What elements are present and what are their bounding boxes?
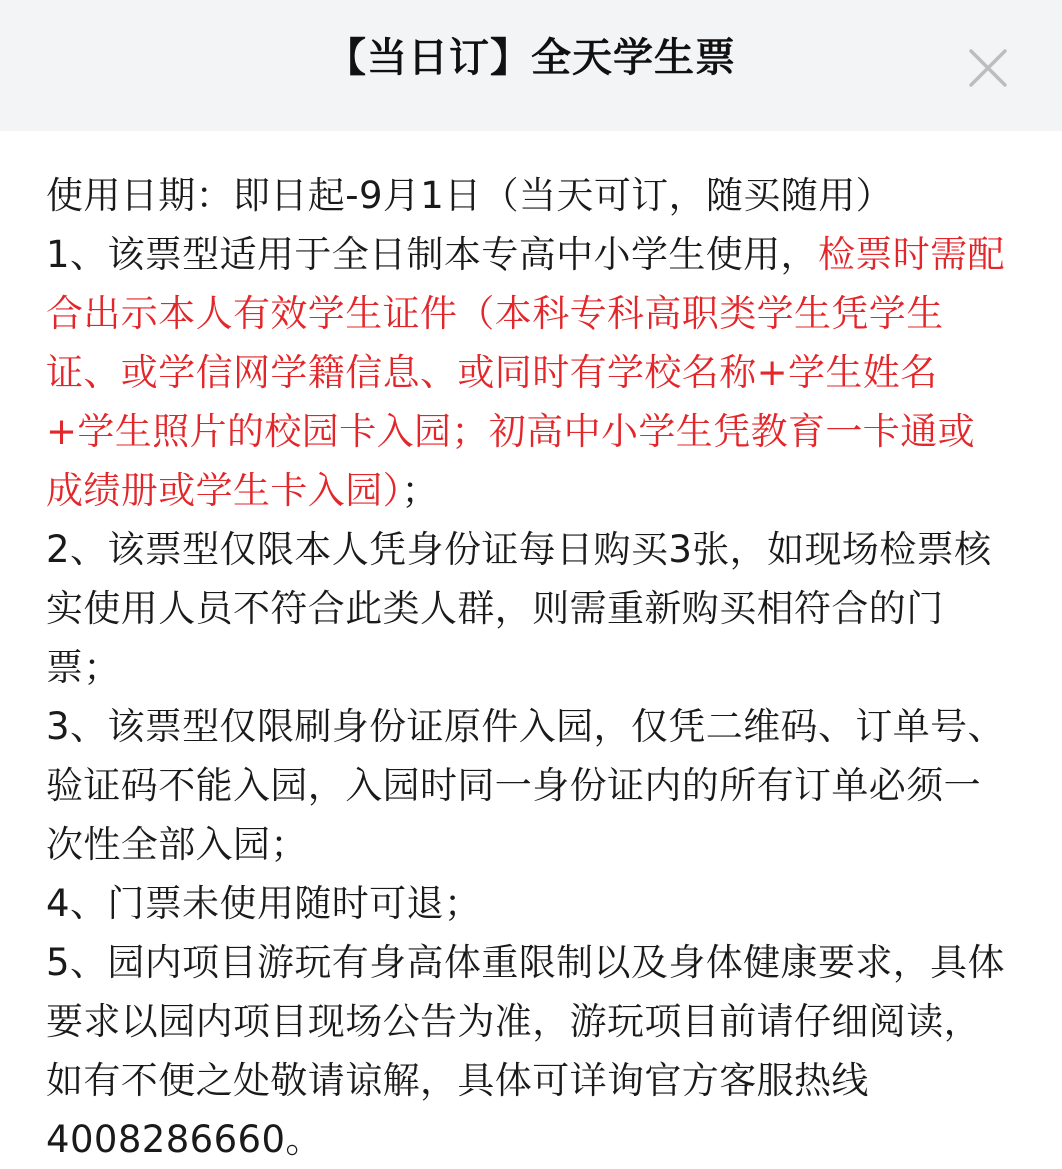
term-item-5: 5、园内项目游玩有身高体重限制以及身体健康要求，具体要求以园内项目现场公告为准，游玩项目前请仔细阅读，如有不便之处敬请谅解，具体可详询官方客服热线4008286660。 xyxy=(46,941,1005,1161)
close-icon xyxy=(966,46,1010,90)
close-button[interactable] xyxy=(966,46,1010,90)
term-item-4: 4、门票未使用随时可退； xyxy=(46,882,482,925)
term-item-2: 2、该票型仅限本人凭身份证每日购买3张，如现场检票核实使用人员不符合此类人群，则需重新购买相符合的门票； xyxy=(46,528,992,689)
term-item-1-suffix: ； xyxy=(401,469,439,512)
usage-date: 使用日期：即日起-9月1日（当天可订，随买随用） xyxy=(46,174,894,217)
modal-title: 【当日订】全天学生票 xyxy=(326,35,736,81)
term-item-1-highlight: 检票时需配合出示本人有效学生证件（本科专科高职类学生凭学生证、或学信网学籍信息、或同时有学校名称+学生姓名+学生照片的校园卡入园；初高中小学生凭教育一卡通或成绩册或学生卡入园） xyxy=(46,233,1005,512)
term-item-3: 3、该票型仅限刷身份证原件入园，仅凭二维码、订单号、验证码不能入园，入园时同一身份证内的所有订单必须一次性全部入园； xyxy=(46,705,1005,866)
term-item-1-text: 1、该票型适用于全日制本专高中小学生使用， xyxy=(46,233,818,276)
ticket-terms xyxy=(46,166,1006,1169)
modal-header xyxy=(0,0,1062,131)
term-item-1 xyxy=(46,225,1006,520)
